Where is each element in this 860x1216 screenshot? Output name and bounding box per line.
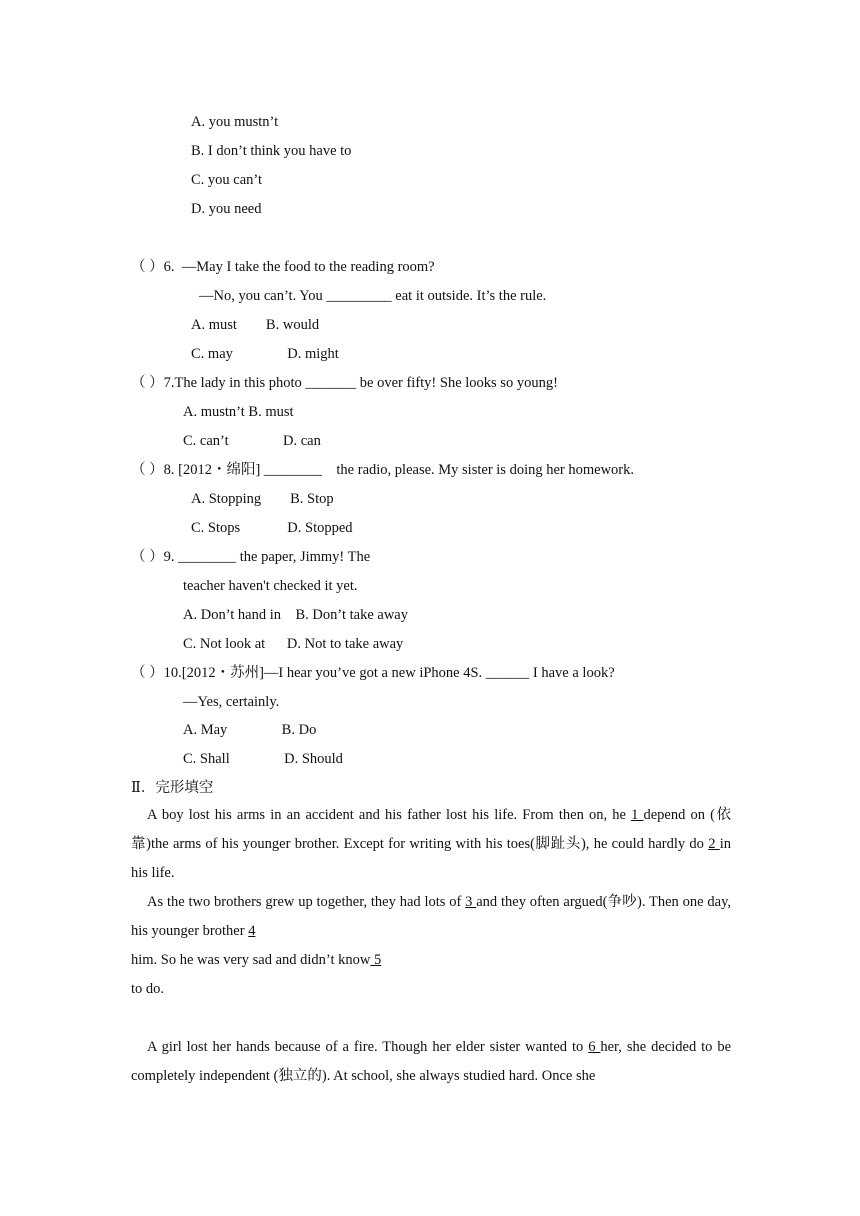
p3-text-a: A girl lost her hands because of a fire. Though her elder sister wanted to [147, 1039, 589, 1055]
cloze-paragraph-3 [131, 1033, 731, 1091]
q5-option-a: A. you mustn’t [191, 114, 279, 130]
q5-option-d: D. you need [191, 201, 262, 217]
p1-text-a: A boy lost his arms in an accident and his father lost his life. From then on, he [147, 807, 632, 823]
q6-options-cd: C. may D. might [191, 346, 339, 362]
q9-options-cd: C. Not look at D. Not to take away [183, 636, 404, 652]
p2-text-c: him. So he was very sad and didn’t know [131, 952, 371, 968]
q7-options-cd: C. can’t D. can [183, 433, 321, 449]
p3-text-b: her, she decided to be completely independent (独立的). At school, she always studied hard. Once she [131, 1039, 732, 1084]
q7-stem: （ ）7.The lady in this photo _______ be over fifty! She looks so young! [131, 375, 558, 391]
q6-reply: —No, you can’t. You _________ eat it outside. It’s the rule. [199, 288, 547, 304]
q9-stem: （ ）9. ________ the paper, Jimmy! The [131, 549, 371, 565]
q8-options-cd: C. Stops D. Stopped [191, 520, 353, 536]
q10-stem: （ ）10.[2012・苏州]—I hear you’ve got a new iPhone 4S. ______ I have a look? [131, 665, 615, 681]
q9-stem-continued: teacher haven't checked it yet. [183, 578, 358, 594]
q8-stem: （ ）8. [2012・绵阳] ________ the radio, please. My sister is doing her homework. [131, 462, 634, 478]
cloze-paragraph-1 [131, 801, 731, 888]
q7-options-ab: A. mustn’t B. must [183, 404, 294, 420]
blank-2: 2 [708, 836, 720, 852]
q5-option-b: B. I don’t think you have to [191, 143, 352, 159]
blank-3: 3 [465, 894, 477, 910]
q8-options-ab: A. Stopping B. Stop [191, 491, 334, 507]
q10-options-cd: C. Shall D. Should [183, 751, 343, 767]
q10-options-ab: A. May B. Do [183, 722, 317, 738]
blank-6: 6 [588, 1039, 601, 1055]
q10-reply: —Yes, certainly. [183, 694, 280, 710]
p1-text-b: depend on (依靠)the arms of his younger brother. Except for writing with his toes(脚趾头), he could hardly do [131, 807, 732, 852]
q6-stem: （ ）6. —May I take the food to the reading room? [131, 259, 435, 275]
section-heading: Ⅱ．完形填空 [131, 780, 214, 796]
p2-text-b: and they often argued(争吵). Then one day, his younger brother [131, 894, 732, 939]
p1-text-c: in his life. [131, 836, 731, 881]
blank-4: 4 [248, 923, 256, 939]
p2-text-a: As the two brothers grew up together, they had lots of [147, 894, 466, 910]
cloze-paragraph-2 [131, 888, 731, 1004]
blank-5: 5 [370, 952, 382, 968]
p2-text-d: to do. [131, 981, 165, 997]
blank-1: 1 [631, 807, 644, 823]
q9-options-ab: A. Don’t hand in B. Don’t take away [183, 607, 408, 623]
q5-option-c: C. you can’t [191, 172, 263, 188]
q6-options-ab: A. must B. would [191, 317, 320, 333]
